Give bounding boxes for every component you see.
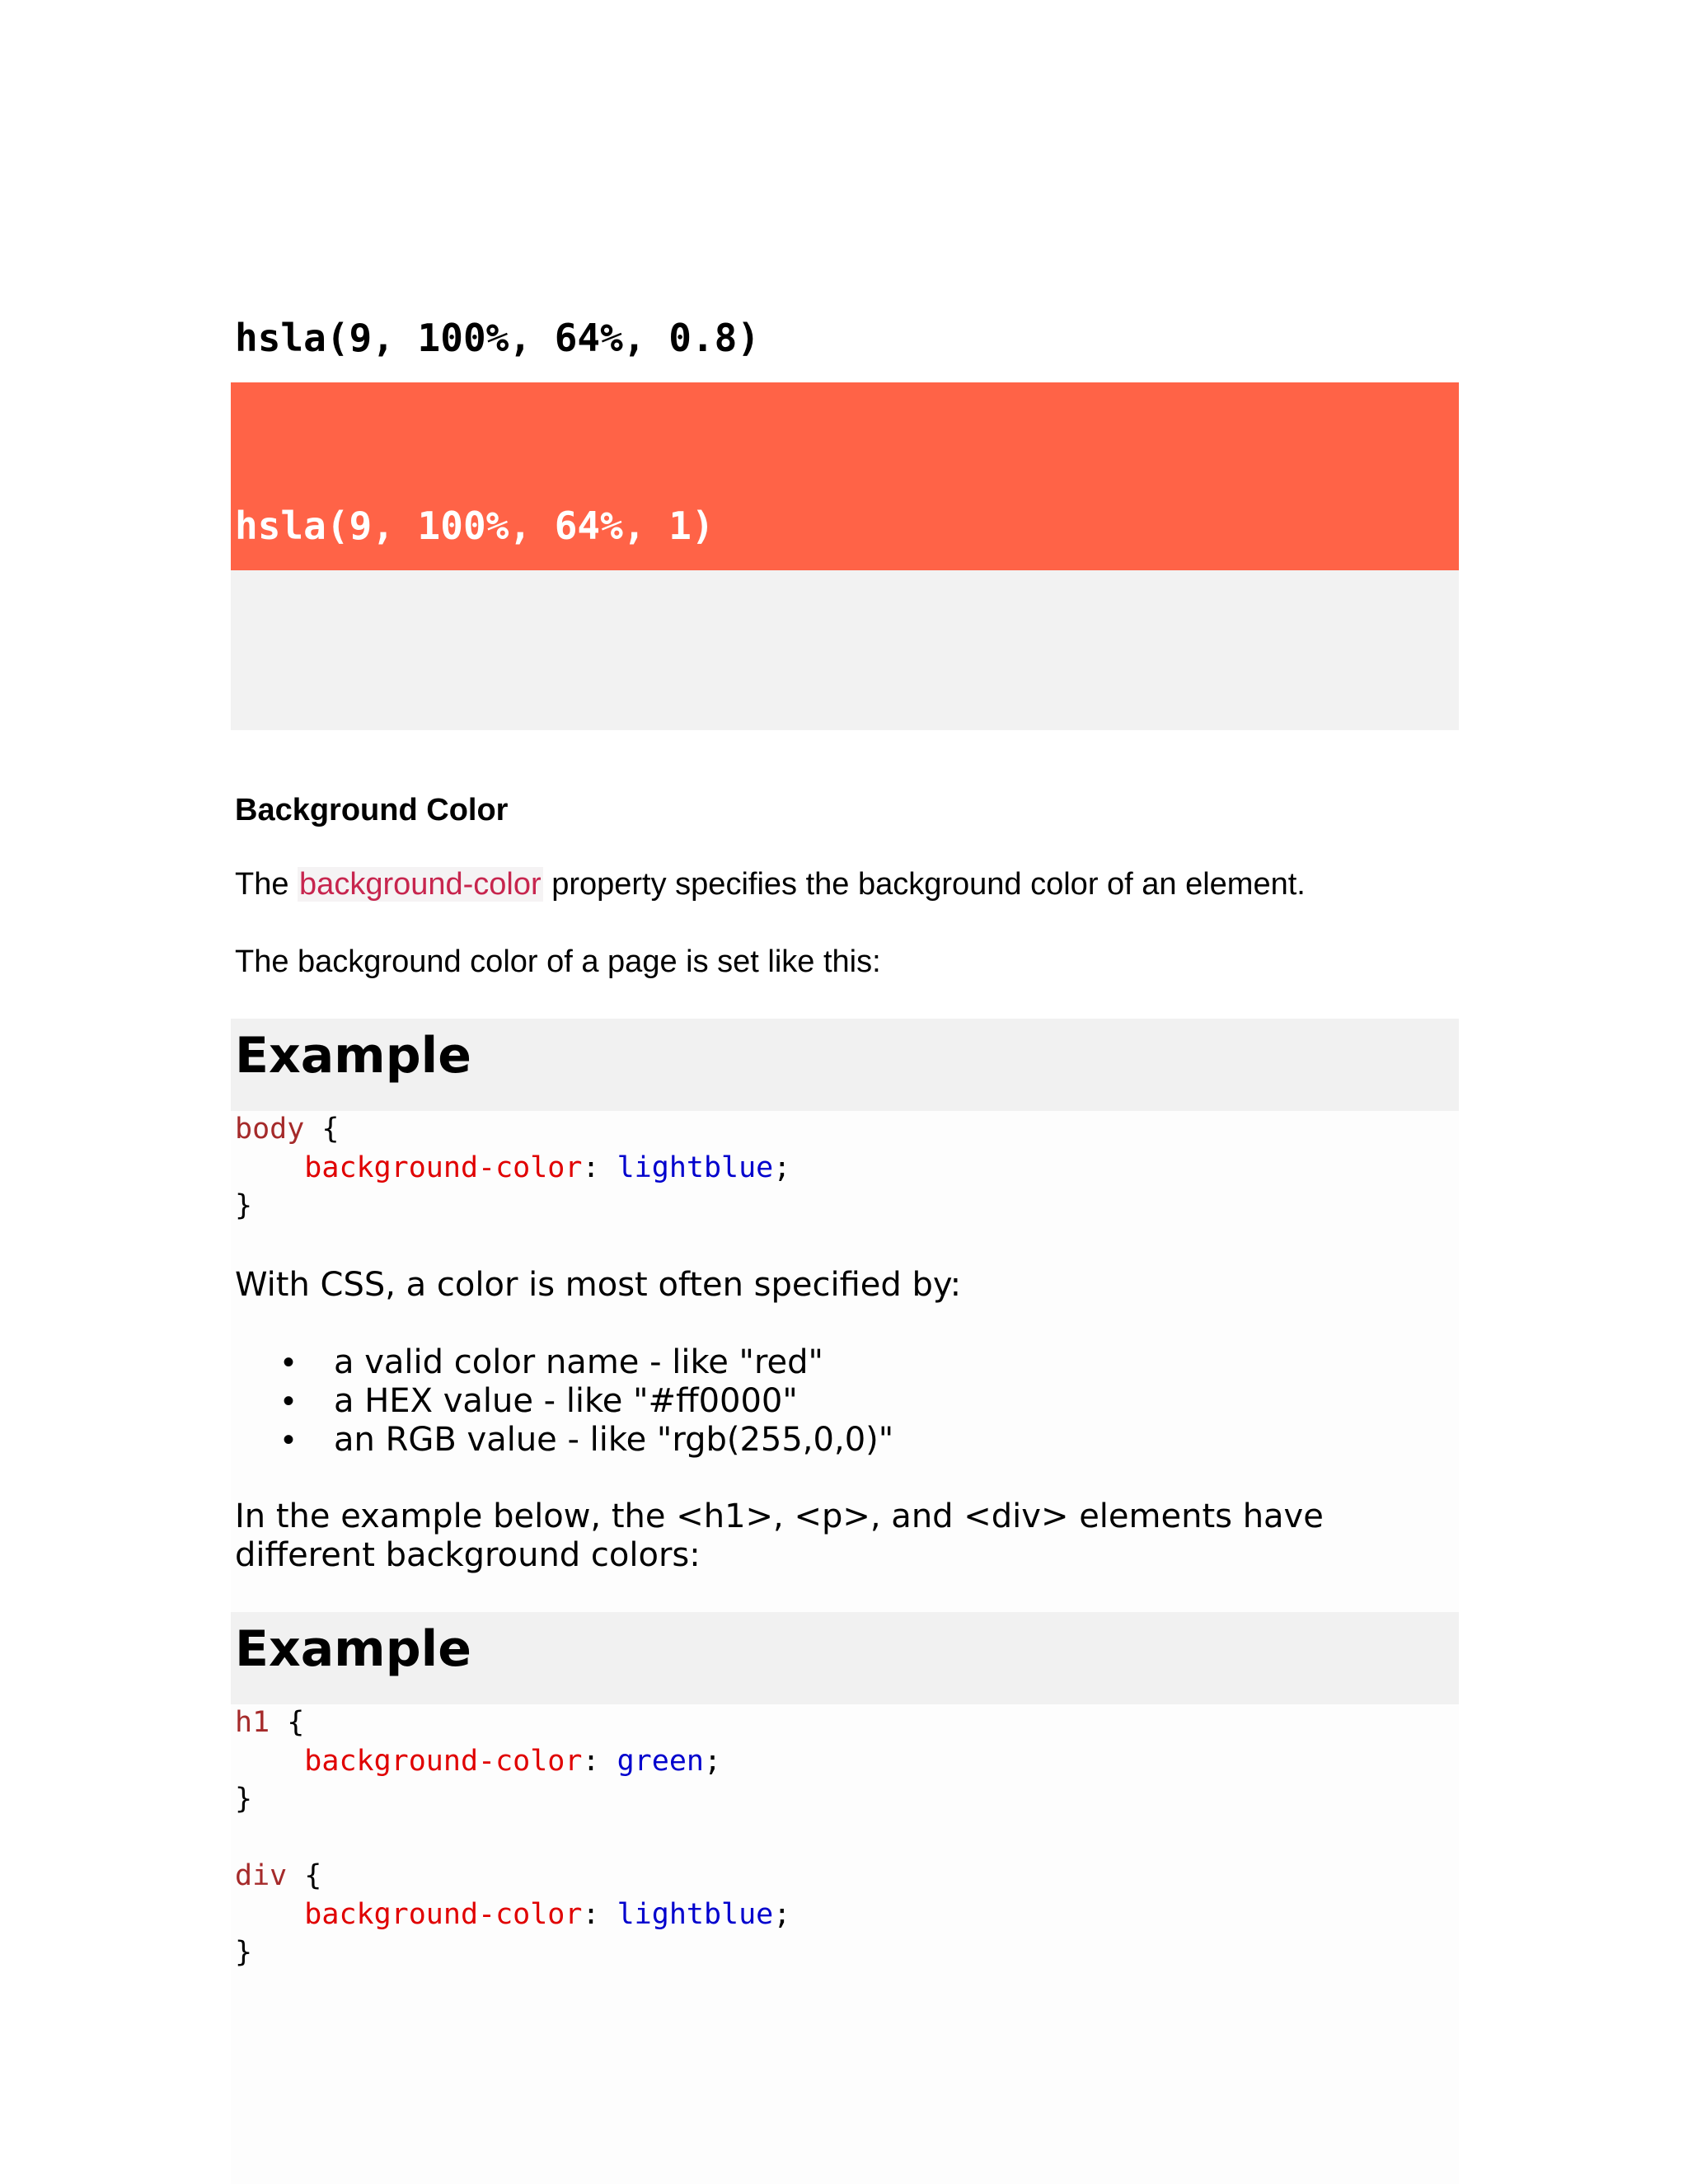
- para1-prefix: The: [235, 867, 298, 902]
- list-item-text: an RGB value - like "rgb(255,0,0)": [334, 1421, 894, 1459]
- example-title: Example: [235, 1620, 471, 1678]
- list-item-text: a valid color name - like "red": [334, 1343, 823, 1381]
- code-example-body: [235, 1110, 790, 1226]
- code-close-brace: }: [235, 1936, 253, 1969]
- code-selector: h1: [235, 1706, 270, 1739]
- grey-swatch: [231, 570, 1459, 730]
- code-value: lightblue: [617, 1897, 774, 1931]
- code-semicolon: ;: [703, 1744, 722, 1778]
- color-methods-intro: With CSS, a color is most often specified by:: [235, 1266, 962, 1304]
- para1-suffix: property specifies the background color of an element.: [542, 867, 1306, 902]
- page-background-intro: The background color of a page is set like this:: [235, 944, 881, 979]
- hsla-08-label: hsla(9, 100%, 64%, 0.8): [235, 316, 760, 360]
- hsla-1-label: hsla(9, 100%, 64%, 1): [235, 504, 715, 548]
- code-semicolon: ;: [773, 1151, 791, 1184]
- code-open-brace: {: [287, 1859, 322, 1892]
- list-item-text: a HEX value - like "#ff0000": [334, 1382, 798, 1420]
- code-property: background-color: [304, 1744, 583, 1778]
- section-heading: Background Color: [235, 793, 509, 827]
- code-colon: :: [582, 1151, 617, 1184]
- color-methods-list: [235, 1343, 893, 1460]
- code-value: green: [617, 1744, 704, 1778]
- example-title: Example: [235, 1027, 471, 1085]
- code-value: lightblue: [617, 1151, 774, 1184]
- code-colon: :: [582, 1897, 617, 1931]
- bullet-icon: •: [283, 1383, 295, 1419]
- bullet-icon: •: [283, 1344, 295, 1380]
- code-semicolon: ;: [773, 1897, 791, 1931]
- code-close-brace: }: [235, 1189, 253, 1222]
- list-item: [235, 1421, 893, 1460]
- code-selector: body: [235, 1113, 305, 1146]
- code-close-brace: }: [235, 1783, 253, 1816]
- example-below-intro: In the example below, the <h1>, <p>, and <div> elements have different background colors:: [235, 1497, 1324, 1574]
- code-open-brace: {: [304, 1113, 340, 1146]
- code-example-body: [235, 1704, 790, 1972]
- inline-code-background-color: background-color: [299, 867, 542, 902]
- background-color-description: [235, 865, 1306, 903]
- code-property: background-color: [304, 1151, 583, 1184]
- list-item: [235, 1382, 893, 1421]
- code-open-brace: {: [270, 1706, 305, 1739]
- list-item: [235, 1343, 893, 1382]
- code-selector: div: [235, 1859, 288, 1892]
- code-property: background-color: [304, 1897, 583, 1931]
- code-colon: :: [582, 1744, 617, 1778]
- bullet-icon: •: [283, 1422, 295, 1458]
